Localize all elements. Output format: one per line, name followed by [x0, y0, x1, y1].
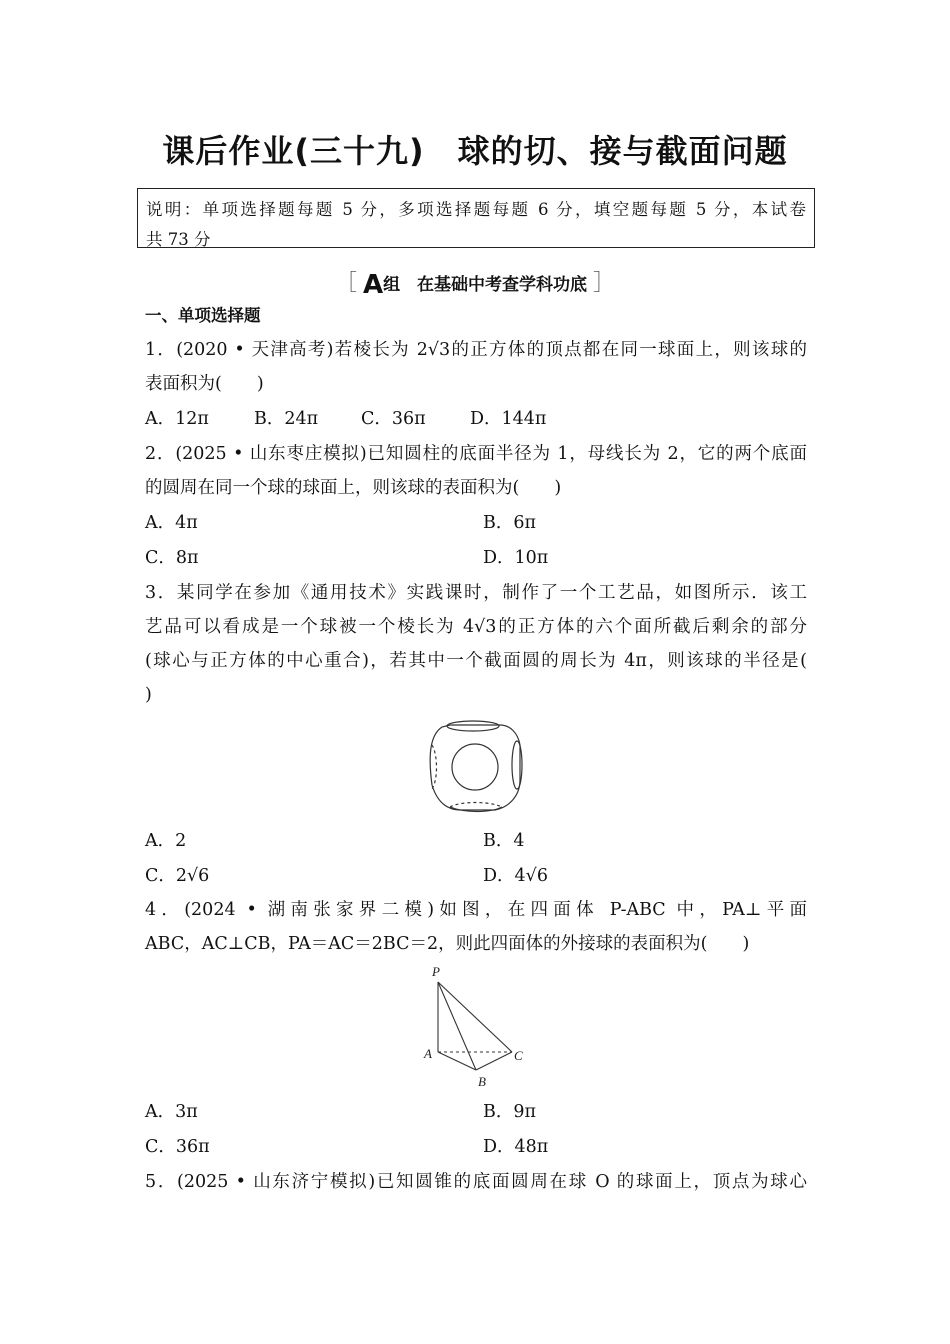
option: B．4	[483, 831, 525, 851]
option: B．6π	[483, 513, 536, 533]
option: D．144π	[470, 409, 547, 429]
option: A．2	[145, 831, 187, 851]
page-title: 课后作业(三十九) 球的切、接与截面问题	[162, 132, 788, 170]
question-3-line: 3．某同学在参加《通用技术》实践课时，制作了一个工艺品，如图所示．该工	[145, 583, 807, 603]
vertex-label-b: B	[478, 1074, 486, 1089]
question-3-line: )	[145, 685, 152, 705]
vertex-label-c: C	[514, 1048, 523, 1063]
question-4-line: ABC，AC⊥CB，PA＝AC＝2BC＝2，则此四面体的外接球的表面积为( )	[145, 934, 750, 954]
question-1-line: 表面积为( )	[145, 374, 264, 394]
option: C．8π	[145, 548, 199, 568]
truncated-sphere-figure	[420, 715, 530, 820]
option: A．3π	[145, 1102, 198, 1122]
option: C．2√6	[145, 866, 210, 886]
tetrahedron-figure	[420, 962, 530, 1090]
question-5-line: 5．(2025 • 山东济宁模拟)已知圆锥的底面圆周在球 O 的球面上，顶点为球心	[145, 1172, 807, 1192]
question-1-line: 1．(2020 • 天津高考)若棱长为 2√3的正方体的顶点都在同一球面上，则该球的	[145, 340, 807, 360]
option: A．12π	[145, 409, 209, 429]
option: C．36π	[361, 409, 426, 429]
vertex-label-p: P	[432, 964, 440, 979]
vertex-label-a: A	[424, 1046, 432, 1061]
group-label: 组 在基础中考查学科功底	[383, 275, 588, 295]
option: D．4√6	[483, 866, 548, 886]
question-3-line: (球心与正方体的中心重合)，若其中一个截面圆的周长为 4π，则该球的半径是(	[145, 651, 807, 671]
option: B．24π	[254, 409, 319, 429]
option: A．4π	[145, 513, 198, 533]
bracket: ［	[335, 271, 358, 296]
question-2-line: 2．(2025 • 山东枣庄模拟)已知圆柱的底面半径为 1，母线长为 2，它的两个底面	[145, 444, 807, 464]
instructions-line: 共 73 分	[146, 230, 211, 249]
section-heading: 一、单项选择题	[145, 306, 261, 325]
option: D．10π	[483, 548, 549, 568]
group-heading	[0, 266, 950, 300]
instructions-box	[137, 188, 815, 248]
option: C．36π	[145, 1137, 210, 1157]
question-4-line: 4．(2024 • 湖南张家界二模)如图，在四面体 P-ABC 中，PA⊥平面	[145, 900, 807, 920]
option: B．9π	[483, 1102, 536, 1122]
question-3-line: 艺品可以看成是一个球被一个棱长为 4√3的正方体的六个面所截后剩余的部分	[145, 617, 807, 637]
option: D．48π	[483, 1137, 549, 1157]
instructions-line: 说明：单项选择题每题 5 分，多项选择题每题 6 分，填空题每题 5 分，本试卷	[146, 200, 806, 219]
question-2-line: 的圆周在同一个球的球面上，则该球的表面积为( )	[145, 478, 562, 498]
bracket: ］	[592, 271, 615, 296]
group-badge: A	[362, 270, 384, 300]
